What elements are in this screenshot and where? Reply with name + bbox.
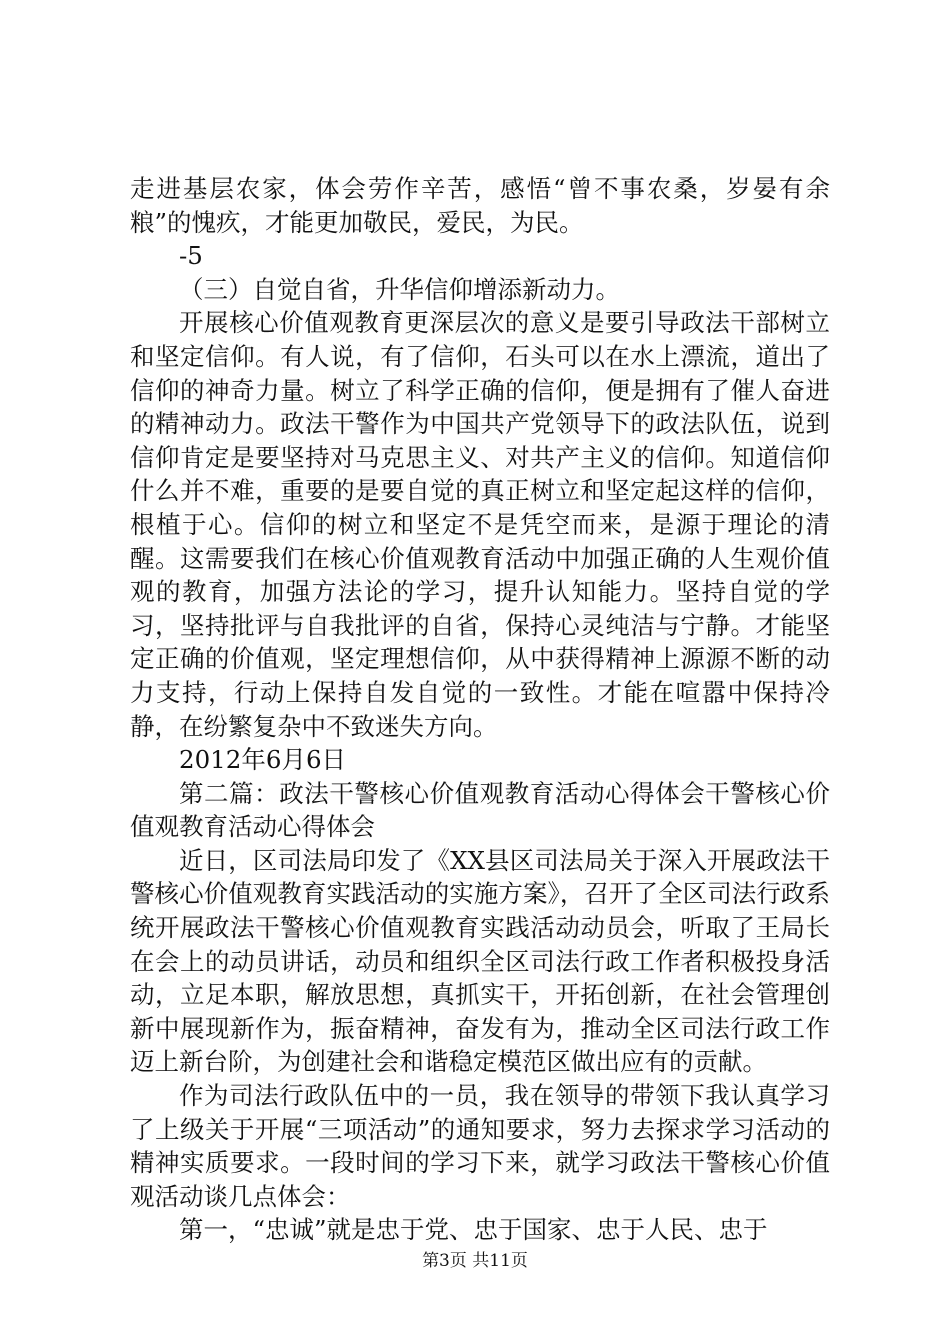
date-line: 2012年6月6日 — [179, 745, 347, 775]
chapter-title: 第二篇：政法干警核心价值观教育活动心得体会干警核心价值观教育活动心得体会 — [130, 778, 830, 842]
paragraph-2: -5 — [179, 241, 203, 271]
paragraph-1: 走进基层农家，体会劳作辛苦，感悟“曾不事农桑，岁晏有余粮”的愧疚，才能更加敬民，爱民，为民。 — [130, 174, 830, 237]
paragraph-4: 开展核心价值观教育更深层次的意义是要引导政法干部树立和坚定信仰。有人说，有了信仰，石头可以在水上漂流，道出了信仰的神奇力量。树立了科学正确的信仰，便是拥有了催人奋进的精神动力。政法干警作为中国共产党领导下的政法队伍，说到信仰肯定是要坚持对马克思主义、对共产主义的信仰。知道信仰什么并不难，重要的是要自觉的真正树立和坚定起这样的信仰，根植于心。信仰的树立和坚定不是凭空而来，是源于理论的清醒。这需要我们在核心价值观教育活动中加强正确的人生观价值观的教育，加强方法论的学习，提升认知能力。坚持自觉的学习，坚持批评与自我批评的自省，保持心灵纯洁与宁静。才能坚定正确的价值观，坚定理想信仰，从中获得精神上源源不断的动力支持，行动上保持自发自觉的一致性。才能在喧嚣中保持冷静，在纷繁复杂中不致迷失方向。 — [130, 308, 830, 741]
paragraph-9: 第一，“忠诚”就是忠于党、忠于国家、忠于人民、忠于 — [179, 1215, 768, 1245]
paragraph-7: 近日，区司法局印发了《XX县区司法局关于深入开展政法干警核心价值观教育实践活动的实施方案》，召开了全区司法行政系统开展政法干警核心价值观教育实践活动动员会，听取了王局长在会上的动员讲话，动员和组织全区司法行政工作者积极投身活动，立足本职，解放思想，真抓实干，开拓创新，在社会管理创新中展现新作为，振奋精神，奋发有为，推动全区司法行政工作迈上新台阶，为创建社会和谐稳定模范区做出应有的贡献。 — [130, 845, 830, 1077]
document-body — [130, 172, 830, 1247]
section-heading: （三）自觉自省，升华信仰增添新动力。 — [179, 274, 620, 304]
page-footer: 第3页 共11页 — [422, 1251, 528, 1271]
paragraph-8: 作为司法行政队伍中的一员，我在领导的带领下我认真学习了上级关于开展“三项活动”的通知要求，努力去探求学习活动的精神实质要求。一段时间的学习下来，就学习政法干警核心价值观活动谈几点体会： — [130, 1081, 830, 1211]
